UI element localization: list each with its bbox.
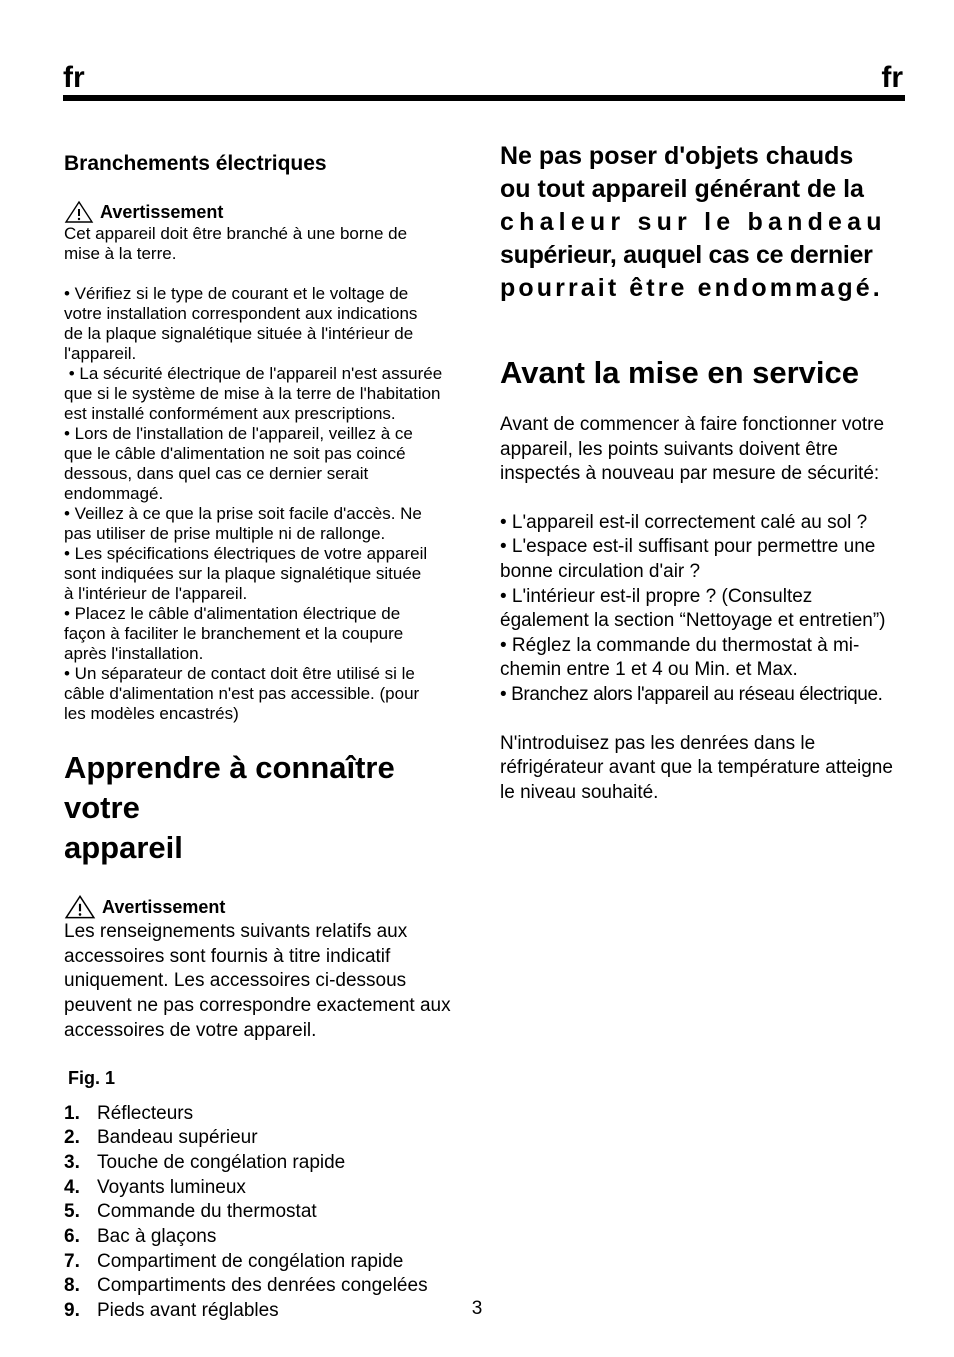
- text-line: façon à faciliter le branchement et la coupure: [64, 624, 404, 643]
- text-line: Cet appareil doit être branché à une borne de: [64, 224, 408, 243]
- item-label: Touche de congélation rapide: [97, 1151, 346, 1173]
- list-item: [64, 1176, 474, 1201]
- language-code-left: fr: [63, 61, 85, 94]
- list-item: [64, 1126, 474, 1151]
- text-line: votre installation correspondent aux indications: [64, 304, 418, 323]
- item-number: 1.: [64, 1102, 80, 1124]
- text-line: sont indiquées sur la plaque signalétique située: [64, 564, 422, 583]
- text-line: Ne pas poser d'objets chauds: [500, 142, 854, 170]
- text-line: pourrait être endommagé.: [500, 274, 883, 302]
- warning-label: Avertissement: [100, 202, 224, 222]
- language-code-right: fr: [881, 61, 903, 94]
- item-number: 4.: [64, 1176, 80, 1198]
- text-line: • Veillez à ce que la prise soit facile d'accès. Ne: [64, 504, 422, 523]
- text-line: • Branchez alors l'appareil au réseau électrique.: [500, 683, 883, 705]
- item-label: Bandeau supérieur: [97, 1127, 258, 1149]
- item-label: Bac à glaçons: [97, 1226, 217, 1248]
- section-title-before-use: Avant la mise en service: [500, 355, 859, 390]
- list-item: [64, 1102, 474, 1127]
- text-line: réfrigérateur avant que la température atteigne: [500, 757, 893, 779]
- text-line: • Vérifiez si le type de courant et le voltage de: [64, 284, 409, 303]
- storage-note: [500, 732, 910, 806]
- text-line: • La sécurité électrique de l'appareil n'est assurée: [64, 364, 443, 383]
- item-number: 9.: [64, 1300, 80, 1322]
- text-line: le niveau souhaité.: [500, 781, 659, 803]
- text-line: que le câble d'alimentation ne soit pas coincé: [64, 444, 406, 463]
- text-line: les modèles encastrés): [64, 704, 239, 723]
- text-line: également la section “Nettoyage et entretien”): [500, 610, 886, 632]
- text-line: • L'appareil est-il correctement calé au sol ?: [500, 511, 868, 533]
- item-number: 5.: [64, 1201, 80, 1223]
- text-line: endommagé.: [64, 484, 164, 503]
- title-line: appareil: [64, 830, 183, 865]
- section-title-appliance: [64, 748, 474, 868]
- item-number: 2.: [64, 1127, 80, 1149]
- text-line: • L'espace est-il suffisant pour permettre une: [500, 536, 876, 558]
- warning-heading: [64, 200, 474, 224]
- warning-label: Avertissement: [102, 897, 226, 917]
- warning-triangle-icon: [64, 894, 96, 920]
- text-line: pas utiliser de prise multiple ni de rallonge.: [64, 524, 386, 543]
- text-line: accessoires de votre appareil.: [64, 1019, 317, 1041]
- section-title-electrical: Branchements électriques: [64, 152, 327, 175]
- text-line: N'introduisez pas les denrées dans le: [500, 732, 816, 754]
- text-line: est installé conformément aux prescriptions.: [64, 404, 396, 423]
- electrical-instructions: [64, 284, 474, 724]
- page-number: 3: [471, 1298, 483, 1319]
- accessories-warning-text: [64, 920, 474, 1044]
- item-number: 6.: [64, 1226, 80, 1248]
- list-item: [64, 1200, 474, 1225]
- right-column: [500, 140, 910, 805]
- item-number: 7.: [64, 1250, 80, 1272]
- text-line: appareil, les points suivants doivent être: [500, 438, 838, 460]
- header-rule: [63, 95, 905, 101]
- text-line: • Placez le câble d'alimentation électrique de: [64, 604, 401, 623]
- text-line: de la plaque signalétique située à l'intérieur de: [64, 324, 414, 343]
- text-line: que si le système de mise à la terre de l'habitation: [64, 384, 441, 403]
- text-line: peuvent ne pas correspondre exactement aux: [64, 995, 451, 1017]
- text-line: uniquement. Les accessoires ci-dessous: [64, 970, 407, 992]
- parts-list: [64, 1102, 474, 1324]
- item-label: Réflecteurs: [97, 1102, 194, 1124]
- text-line: l'appareil.: [64, 344, 137, 363]
- list-item: [64, 1225, 474, 1250]
- text-line: ou tout appareil générant de la: [500, 175, 864, 203]
- heat-warning: [500, 140, 910, 305]
- figure-label: Fig. 1: [68, 1067, 116, 1088]
- text-line: après l'installation.: [64, 644, 204, 663]
- item-label: Voyants lumineux: [97, 1176, 246, 1198]
- item-number: 8.: [64, 1275, 80, 1297]
- text-line: chaleur sur le bandeau: [500, 208, 887, 236]
- text-line: accessoires sont fournis à titre indicatif: [64, 945, 391, 967]
- text-line: inspectés à nouveau par mesure de sécurité:: [500, 463, 880, 485]
- text-line: • L'intérieur est-il propre ? (Consultez: [500, 585, 813, 607]
- text-line: mise à la terre.: [64, 244, 177, 263]
- text-line: dessous, dans quel cas ce dernier serait: [64, 464, 369, 483]
- text-line: Les renseignements suivants relatifs aux: [64, 921, 408, 942]
- list-item: [64, 1151, 474, 1176]
- item-label: Compartiments des denrées congelées: [97, 1275, 428, 1297]
- title-line: Apprendre à connaître votre: [64, 750, 395, 825]
- text-line: • Un séparateur de contact doit être utilisé si le: [64, 664, 415, 683]
- list-item: [64, 1274, 474, 1299]
- item-label: Commande du thermostat: [97, 1201, 317, 1223]
- checklist: [500, 511, 910, 708]
- warning-triangle-icon: [64, 200, 94, 224]
- intro-text: [500, 413, 910, 487]
- warning-heading: [64, 894, 474, 920]
- item-number: 3.: [64, 1151, 80, 1173]
- item-label: Pieds avant réglables: [97, 1300, 279, 1322]
- text-line: bonne circulation d'air ?: [500, 560, 701, 582]
- left-column: [64, 150, 474, 1324]
- text-line: câble d'alimentation n'est pas accessible. (pour: [64, 684, 420, 703]
- item-label: Compartiment de congélation rapide: [97, 1250, 404, 1272]
- warning-text: [64, 224, 474, 264]
- text-line: à l'intérieur de l'appareil.: [64, 584, 248, 603]
- text-line: chemin entre 1 et 4 ou Min. et Max.: [500, 659, 798, 681]
- text-line: supérieur, auquel cas ce dernier: [500, 241, 873, 269]
- text-line: Avant de commencer à faire fonctionner votre: [500, 414, 885, 435]
- list-item: [64, 1250, 474, 1275]
- text-line: • Réglez la commande du thermostat à mi-: [500, 634, 860, 656]
- text-line: • Les spécifications électriques de votre appareil: [64, 544, 428, 563]
- text-line: • Lors de l'installation de l'appareil, veillez à ce: [64, 424, 413, 443]
